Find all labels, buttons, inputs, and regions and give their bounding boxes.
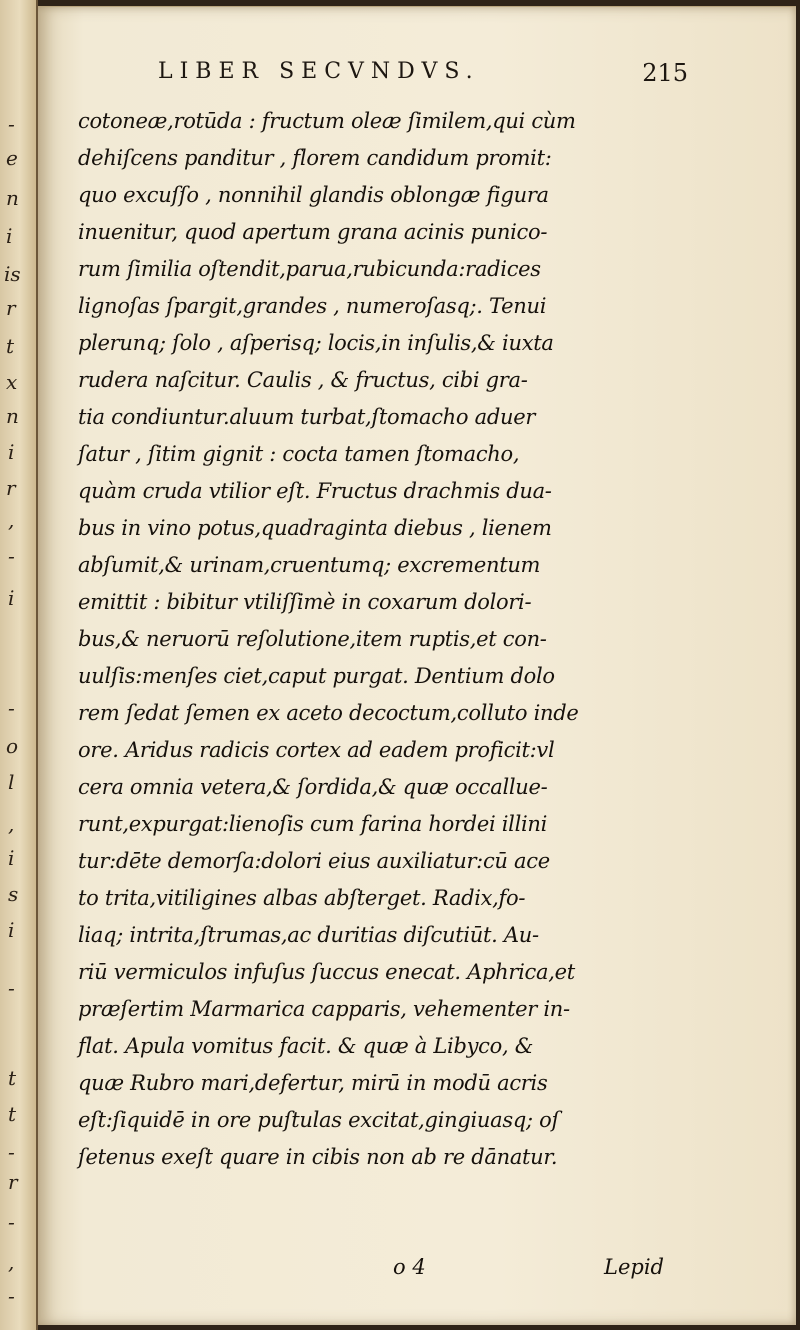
text-line: rum ſimilia oſtendit,parua,rubicunda:radices: [78, 257, 541, 281]
margin-glyph: -: [8, 544, 15, 568]
text-line: dehiſcens panditur , florem candidum promit:: [78, 146, 552, 170]
text-line: flat. Apula vomitus facit. & quæ à Libyco, &: [78, 1034, 534, 1058]
margin-glyph: i: [6, 224, 13, 248]
body-text: [78, 103, 668, 1279]
text-line: lignoſas ſpargit,grandes , numeroſasq;. Tenui: [78, 294, 547, 318]
margin-glyph: -: [8, 1140, 15, 1164]
catchword: Lepid: [604, 1255, 664, 1279]
margin-glyph: ,: [8, 812, 15, 836]
text-line: præſertim Marmarica capparis, vehementer in-: [78, 997, 570, 1021]
text-line: bus in vino potus,quadraginta diebus , lienem: [78, 516, 552, 540]
margin-glyph: r: [6, 296, 16, 320]
text-line: abſumit,& urinam,cruentumq; excrementum: [78, 553, 541, 577]
margin-glyph: i: [8, 586, 15, 610]
text-line: ſatur , ſitim gignit : cocta tamen ſtomacho,: [78, 442, 520, 466]
text-line: uulſis:menſes ciet,caput purgat. Dentium dolo: [78, 664, 555, 688]
margin-glyph: -: [8, 1210, 15, 1234]
margin-glyph: l: [8, 770, 15, 794]
text-line: runt,expurgat:lienoſis cum farina hordei illini: [78, 812, 548, 836]
margin-glyph: ,: [8, 1250, 15, 1274]
margin-glyph: i: [8, 440, 15, 464]
margin-glyph: is: [4, 262, 21, 286]
text-line: rudera naſcitur. Caulis , & fructus, cibi gra-: [78, 368, 528, 392]
margin-glyph: t: [8, 1102, 17, 1126]
margin-glyph: s: [8, 882, 19, 906]
text-line: tur:dēte demorſa:dolori eius auxiliatur:cū ace: [78, 849, 550, 873]
margin-glyph: i: [8, 846, 15, 870]
text-line: plerunq; ſolo , aſperisq; locis,in inſulis,& iuxta: [78, 331, 554, 355]
margin-glyph: n: [6, 186, 19, 210]
margin-glyph: o: [6, 734, 19, 758]
text-line: to trita,vitiligines albas abſterget. Radix,fo-: [78, 886, 526, 910]
text-line: cera omnia vetera,& ſordida,& quæ occallue-: [78, 775, 548, 799]
text-line: emittit : bibitur vtiliſſimè in coxarum dolori-: [78, 590, 532, 614]
text-line: eſt:ſiquidē in ore puſtulas excitat,gingiuasq; oſ: [78, 1108, 559, 1132]
margin-glyph: t: [6, 334, 15, 358]
page-footer: [78, 1255, 668, 1289]
text-line: liaq; intrita,ſtrumas,ac duritias diſcutiūt. Au-: [78, 923, 539, 947]
text-line: ſetenus exeſt quare in cibis non ab re dānatur.: [78, 1145, 558, 1169]
text-line: inuenitur, quod apertum grana acinis punico-: [78, 220, 548, 244]
margin-glyph: -: [8, 112, 15, 136]
margin-glyph: -: [8, 696, 15, 720]
margin-glyph: -: [8, 976, 15, 1000]
book-page: [38, 6, 796, 1325]
text-line: riū vermiculos infuſus ſuccus enecat. Aphrica,et: [78, 960, 575, 984]
text-line: quo excuſſo , nonnihil glandis oblongæ figura: [78, 183, 549, 207]
text-line: tia condiuntur.aluum turbat,ſtomacho aduer: [78, 405, 536, 429]
text-line: quæ Rubro mari,defertur, mirū in modū acris: [78, 1071, 548, 1095]
text-line: ore. Aridus radicis cortex ad eadem proficit:vl: [78, 738, 555, 762]
text-line: quàm cruda vtilior eſt. Fructus drachmis dua-: [78, 479, 552, 503]
margin-glyph: -: [8, 1284, 15, 1308]
text-line: rem ſedat ſemen ex aceto decoctum,colluto inde: [78, 701, 579, 725]
margin-glyph: e: [6, 146, 18, 170]
previous-page-edge: [0, 0, 38, 1330]
margin-glyph: t: [8, 1066, 17, 1090]
running-head: [158, 59, 688, 93]
margin-glyph: r: [6, 476, 16, 500]
margin-glyph: x: [6, 370, 18, 394]
text-line: bus,& neruorū reſolutione,item ruptis,et con-: [78, 627, 547, 651]
text-line: cotoneæ,rotūda : fructum oleæ ſimilem,qui cùm: [78, 109, 576, 133]
margin-glyph: i: [8, 918, 15, 942]
margin-glyph: n: [6, 404, 19, 428]
signature-mark: o 4: [393, 1255, 426, 1279]
margin-glyph: r: [8, 1170, 18, 1194]
margin-glyph: ,: [8, 508, 15, 532]
running-title: LIBER SECVNDVS.: [158, 59, 480, 84]
page-number: 215: [642, 59, 688, 87]
